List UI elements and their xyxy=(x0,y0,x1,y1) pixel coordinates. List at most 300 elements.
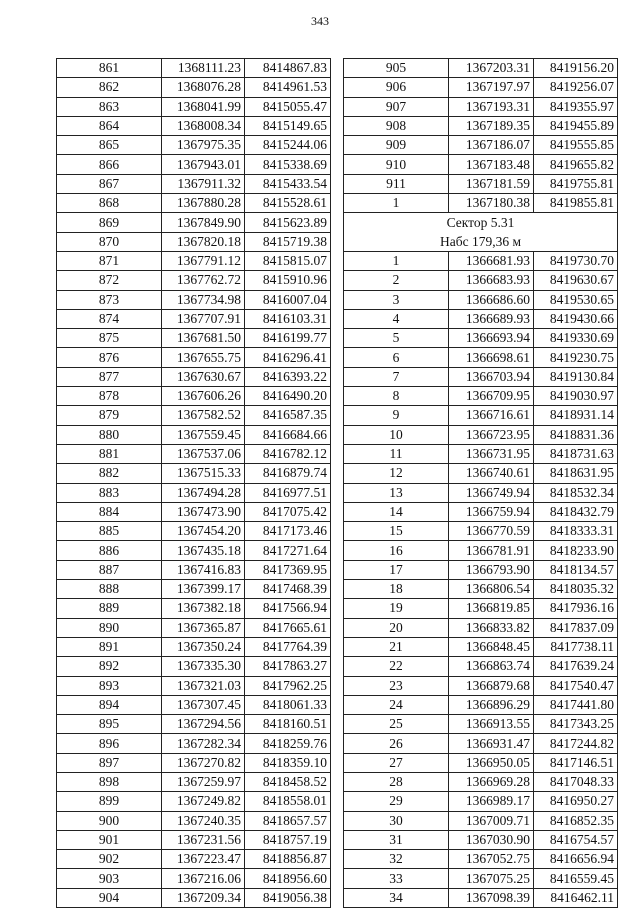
point-number: 886 xyxy=(57,541,162,560)
coord-x: 1367707.91 xyxy=(162,309,245,328)
coord-y: 8415719.38 xyxy=(245,232,331,251)
coord-y: 8417441.80 xyxy=(534,695,618,714)
coord-y: 8417764.39 xyxy=(245,637,331,656)
table-row xyxy=(57,676,331,695)
point-number: 876 xyxy=(57,348,162,367)
point-number: 897 xyxy=(57,753,162,772)
coord-y: 8414961.53 xyxy=(245,78,331,97)
point-number: 23 xyxy=(344,676,449,695)
point-number: 11 xyxy=(344,444,449,463)
coord-y: 8418831.36 xyxy=(534,425,618,444)
sector-title: Сектор 5.31 xyxy=(344,213,618,232)
table-row xyxy=(344,367,618,386)
coord-x: 1367231.56 xyxy=(162,830,245,849)
table-row xyxy=(344,830,618,849)
coord-y: 8419530.65 xyxy=(534,290,618,309)
point-number: 882 xyxy=(57,464,162,483)
coord-y: 8419030.97 xyxy=(534,387,618,406)
point-number: 893 xyxy=(57,676,162,695)
table-row xyxy=(57,483,331,502)
table-row xyxy=(344,348,618,367)
table-row xyxy=(57,387,331,406)
coord-y: 8416587.35 xyxy=(245,406,331,425)
table-row xyxy=(57,695,331,714)
table-row xyxy=(344,772,618,791)
point-number: 911 xyxy=(344,174,449,193)
coord-x: 1367382.18 xyxy=(162,599,245,618)
point-number: 900 xyxy=(57,811,162,830)
coord-x: 1368041.99 xyxy=(162,97,245,116)
coord-x: 1366781.91 xyxy=(449,541,534,560)
coord-y: 8419355.97 xyxy=(534,97,618,116)
coord-x: 1366950.05 xyxy=(449,753,534,772)
coord-y: 8415338.69 xyxy=(245,155,331,174)
point-number: 32 xyxy=(344,850,449,869)
coord-x: 1367350.24 xyxy=(162,637,245,656)
point-number: 15 xyxy=(344,522,449,541)
coord-x: 1367630.67 xyxy=(162,367,245,386)
coord-y: 8419555.85 xyxy=(534,136,618,155)
coord-x: 1366793.90 xyxy=(449,560,534,579)
coord-y: 8418532.34 xyxy=(534,483,618,502)
table-row xyxy=(57,830,331,849)
coord-y: 8417271.64 xyxy=(245,541,331,560)
table-row xyxy=(57,213,331,232)
right-coordinates-table xyxy=(343,58,618,908)
table-row xyxy=(57,715,331,734)
table-row xyxy=(344,464,618,483)
table-row xyxy=(57,329,331,348)
point-number: 902 xyxy=(57,850,162,869)
point-number: 24 xyxy=(344,695,449,714)
coord-y: 8415433.54 xyxy=(245,174,331,193)
coord-x: 1367240.35 xyxy=(162,811,245,830)
table-row xyxy=(344,116,618,135)
table-row xyxy=(57,599,331,618)
coord-x: 1367880.28 xyxy=(162,194,245,213)
coord-y: 8418359.10 xyxy=(245,753,331,772)
coord-x: 1367259.97 xyxy=(162,772,245,791)
coord-x: 1366740.61 xyxy=(449,464,534,483)
table-row xyxy=(344,194,618,213)
point-number: 26 xyxy=(344,734,449,753)
coord-y: 8416296.41 xyxy=(245,348,331,367)
point-number: 899 xyxy=(57,792,162,811)
coord-y: 8417146.51 xyxy=(534,753,618,772)
coord-x: 1366698.61 xyxy=(449,348,534,367)
coord-x: 1366759.94 xyxy=(449,502,534,521)
coord-x: 1367186.07 xyxy=(449,136,534,155)
coord-y: 8415910.96 xyxy=(245,271,331,290)
point-number: 865 xyxy=(57,136,162,155)
coord-y: 8418757.19 xyxy=(245,830,331,849)
coord-y: 8416977.51 xyxy=(245,483,331,502)
coord-y: 8419430.66 xyxy=(534,309,618,328)
point-number: 870 xyxy=(57,232,162,251)
coord-y: 8417075.42 xyxy=(245,502,331,521)
page-number: 343 xyxy=(311,14,329,28)
coord-y: 8417244.82 xyxy=(534,734,618,753)
coord-x: 1367494.28 xyxy=(162,483,245,502)
coord-x: 1367365.87 xyxy=(162,618,245,637)
coord-x: 1367734.98 xyxy=(162,290,245,309)
table-row xyxy=(344,97,618,116)
coord-x: 1367606.26 xyxy=(162,387,245,406)
point-number: 8 xyxy=(344,387,449,406)
coord-x: 1367197.97 xyxy=(449,78,534,97)
left-table-body xyxy=(57,59,331,908)
coord-x: 1366716.61 xyxy=(449,406,534,425)
table-row xyxy=(344,560,618,579)
coord-y: 8417540.47 xyxy=(534,676,618,695)
table-row xyxy=(344,425,618,444)
point-number: 872 xyxy=(57,271,162,290)
table-row xyxy=(344,271,618,290)
point-number: 861 xyxy=(57,59,162,78)
coord-x: 1366819.85 xyxy=(449,599,534,618)
point-number: 7 xyxy=(344,367,449,386)
coord-x: 1367791.12 xyxy=(162,251,245,270)
coord-y: 8417738.11 xyxy=(534,637,618,656)
point-number: 6 xyxy=(344,348,449,367)
point-number: 890 xyxy=(57,618,162,637)
coord-x: 1367537.06 xyxy=(162,444,245,463)
table-row xyxy=(57,560,331,579)
point-number: 4 xyxy=(344,309,449,328)
coord-y: 8419755.81 xyxy=(534,174,618,193)
point-number: 908 xyxy=(344,116,449,135)
coord-x: 1366709.95 xyxy=(449,387,534,406)
table-row xyxy=(57,97,331,116)
coord-y: 8418956.60 xyxy=(245,869,331,888)
table-row xyxy=(344,811,618,830)
point-number: 21 xyxy=(344,637,449,656)
point-number: 910 xyxy=(344,155,449,174)
point-number: 28 xyxy=(344,772,449,791)
coord-x: 1367075.25 xyxy=(449,869,534,888)
coord-y: 8416393.22 xyxy=(245,367,331,386)
point-number: 880 xyxy=(57,425,162,444)
coord-y: 8416490.20 xyxy=(245,387,331,406)
coord-y: 8415623.89 xyxy=(245,213,331,232)
coord-x: 1366806.54 xyxy=(449,580,534,599)
coord-y: 8417048.33 xyxy=(534,772,618,791)
table-row xyxy=(344,888,618,907)
coord-y: 8419130.84 xyxy=(534,367,618,386)
point-number: 875 xyxy=(57,329,162,348)
table-row xyxy=(57,888,331,907)
coord-x: 1367181.59 xyxy=(449,174,534,193)
table-row xyxy=(57,541,331,560)
coord-x: 1367820.18 xyxy=(162,232,245,251)
table-row xyxy=(57,290,331,309)
coord-x: 1366681.93 xyxy=(449,251,534,270)
point-number: 885 xyxy=(57,522,162,541)
table-row xyxy=(57,753,331,772)
coord-y: 8416007.04 xyxy=(245,290,331,309)
point-number: 871 xyxy=(57,251,162,270)
coord-y: 8418160.51 xyxy=(245,715,331,734)
coord-y: 8416782.12 xyxy=(245,444,331,463)
right-table-body-bottom xyxy=(344,251,618,907)
coord-y: 8418134.57 xyxy=(534,560,618,579)
coord-x: 1367009.71 xyxy=(449,811,534,830)
table-row xyxy=(344,290,618,309)
point-number: 878 xyxy=(57,387,162,406)
point-number: 905 xyxy=(344,59,449,78)
table-row xyxy=(344,850,618,869)
point-number: 20 xyxy=(344,618,449,637)
point-number: 868 xyxy=(57,194,162,213)
table-row xyxy=(344,580,618,599)
point-number: 3 xyxy=(344,290,449,309)
table-row xyxy=(57,811,331,830)
table-row xyxy=(57,309,331,328)
coord-x: 1367209.34 xyxy=(162,888,245,907)
table-row xyxy=(57,580,331,599)
table-row xyxy=(344,59,618,78)
coord-x: 1368111.23 xyxy=(162,59,245,78)
coord-x: 1367270.82 xyxy=(162,753,245,772)
coord-y: 8415149.65 xyxy=(245,116,331,135)
table-row xyxy=(57,271,331,290)
table-row xyxy=(344,78,618,97)
point-number: 892 xyxy=(57,657,162,676)
table-row xyxy=(57,772,331,791)
table-row xyxy=(344,734,618,753)
table-row xyxy=(344,637,618,656)
point-number: 869 xyxy=(57,213,162,232)
point-number: 10 xyxy=(344,425,449,444)
coord-x: 1368076.28 xyxy=(162,78,245,97)
table-row xyxy=(57,869,331,888)
coord-y: 8417936.16 xyxy=(534,599,618,618)
table-row xyxy=(344,676,618,695)
point-number: 898 xyxy=(57,772,162,791)
coord-x: 1367416.83 xyxy=(162,560,245,579)
table-row xyxy=(344,387,618,406)
point-number: 901 xyxy=(57,830,162,849)
table-row xyxy=(57,59,331,78)
coord-x: 1367582.52 xyxy=(162,406,245,425)
coord-y: 8417173.46 xyxy=(245,522,331,541)
point-number: 879 xyxy=(57,406,162,425)
coord-y: 8416559.45 xyxy=(534,869,618,888)
point-number: 894 xyxy=(57,695,162,714)
point-number: 29 xyxy=(344,792,449,811)
table-row xyxy=(344,329,618,348)
coord-x: 1367180.38 xyxy=(449,194,534,213)
table-row xyxy=(344,155,618,174)
point-number: 5 xyxy=(344,329,449,348)
point-number: 33 xyxy=(344,869,449,888)
coord-y: 8419655.82 xyxy=(534,155,618,174)
table-row xyxy=(344,483,618,502)
point-number: 31 xyxy=(344,830,449,849)
coord-y: 8419330.69 xyxy=(534,329,618,348)
point-number: 877 xyxy=(57,367,162,386)
coord-y: 8419256.07 xyxy=(534,78,618,97)
coord-y: 8416852.35 xyxy=(534,811,618,830)
coord-y: 8415815.07 xyxy=(245,251,331,270)
point-number: 909 xyxy=(344,136,449,155)
coord-y: 8419630.67 xyxy=(534,271,618,290)
table-row xyxy=(57,116,331,135)
coord-x: 1366833.82 xyxy=(449,618,534,637)
coord-y: 8416656.94 xyxy=(534,850,618,869)
point-number: 30 xyxy=(344,811,449,830)
point-number: 873 xyxy=(57,290,162,309)
point-number: 17 xyxy=(344,560,449,579)
point-number: 25 xyxy=(344,715,449,734)
point-number: 1 xyxy=(344,194,449,213)
coord-y: 8418061.33 xyxy=(245,695,331,714)
table-row xyxy=(344,522,618,541)
coord-x: 1366969.28 xyxy=(449,772,534,791)
coord-y: 8418259.76 xyxy=(245,734,331,753)
coord-x: 1367282.34 xyxy=(162,734,245,753)
table-row xyxy=(57,78,331,97)
point-number: 867 xyxy=(57,174,162,193)
coord-x: 1366989.17 xyxy=(449,792,534,811)
point-number: 907 xyxy=(344,97,449,116)
table-row xyxy=(57,502,331,521)
coord-x: 1367223.47 xyxy=(162,850,245,869)
coord-x: 1367473.90 xyxy=(162,502,245,521)
coord-y: 8414867.83 xyxy=(245,59,331,78)
table-row xyxy=(344,869,618,888)
coord-x: 1366689.93 xyxy=(449,309,534,328)
coord-y: 8416754.57 xyxy=(534,830,618,849)
coord-x: 1367203.31 xyxy=(449,59,534,78)
right-table-body-top xyxy=(344,59,618,213)
point-number: 12 xyxy=(344,464,449,483)
coord-y: 8418458.52 xyxy=(245,772,331,791)
table-row xyxy=(57,155,331,174)
coord-y: 8419156.20 xyxy=(534,59,618,78)
point-number: 895 xyxy=(57,715,162,734)
table-row xyxy=(57,464,331,483)
table-row xyxy=(57,251,331,270)
coord-x: 1367249.82 xyxy=(162,792,245,811)
table-row xyxy=(344,599,618,618)
coord-x: 1367335.30 xyxy=(162,657,245,676)
coord-x: 1367307.45 xyxy=(162,695,245,714)
coord-y: 8416879.74 xyxy=(245,464,331,483)
point-number: 896 xyxy=(57,734,162,753)
coord-x: 1366931.47 xyxy=(449,734,534,753)
table-row xyxy=(57,232,331,251)
point-number: 906 xyxy=(344,78,449,97)
table-row xyxy=(57,657,331,676)
coord-x: 1366686.60 xyxy=(449,290,534,309)
coord-y: 8416684.66 xyxy=(245,425,331,444)
point-number: 2 xyxy=(344,271,449,290)
table-row xyxy=(57,792,331,811)
table-row xyxy=(57,406,331,425)
coord-y: 8417343.25 xyxy=(534,715,618,734)
coord-y: 8419056.38 xyxy=(245,888,331,907)
coord-x: 1367193.31 xyxy=(449,97,534,116)
coord-y: 8419230.75 xyxy=(534,348,618,367)
coord-y: 8416462.11 xyxy=(534,888,618,907)
table-row xyxy=(344,657,618,676)
coord-y: 8415055.47 xyxy=(245,97,331,116)
table-row xyxy=(344,715,618,734)
coord-x: 1367189.35 xyxy=(449,116,534,135)
point-number: 891 xyxy=(57,637,162,656)
table-row xyxy=(344,502,618,521)
coord-x: 1367762.72 xyxy=(162,271,245,290)
coord-y: 8418432.79 xyxy=(534,502,618,521)
table-row xyxy=(344,753,618,772)
coord-x: 1366749.94 xyxy=(449,483,534,502)
point-number: 16 xyxy=(344,541,449,560)
point-number: 866 xyxy=(57,155,162,174)
coord-x: 1367515.33 xyxy=(162,464,245,483)
coord-y: 8418035.32 xyxy=(534,580,618,599)
coord-x: 1367321.03 xyxy=(162,676,245,695)
coord-x: 1366879.68 xyxy=(449,676,534,695)
coord-x: 1366731.95 xyxy=(449,444,534,463)
coord-x: 1366703.94 xyxy=(449,367,534,386)
table-row xyxy=(57,174,331,193)
table-row xyxy=(344,695,618,714)
coord-y: 8416199.77 xyxy=(245,329,331,348)
point-number: 862 xyxy=(57,78,162,97)
table-row xyxy=(344,251,618,270)
coord-y: 8418233.90 xyxy=(534,541,618,560)
coord-y: 8418631.95 xyxy=(534,464,618,483)
coord-y: 8415528.61 xyxy=(245,194,331,213)
table-row xyxy=(344,618,618,637)
coord-x: 1367681.50 xyxy=(162,329,245,348)
coord-x: 1366770.59 xyxy=(449,522,534,541)
point-number: 903 xyxy=(57,869,162,888)
point-number: 27 xyxy=(344,753,449,772)
coord-y: 8417837.09 xyxy=(534,618,618,637)
table-row xyxy=(344,792,618,811)
table-row xyxy=(344,174,618,193)
table-row xyxy=(57,348,331,367)
coord-y: 8417369.95 xyxy=(245,560,331,579)
point-number: 1 xyxy=(344,251,449,270)
point-number: 887 xyxy=(57,560,162,579)
coord-x: 1366848.45 xyxy=(449,637,534,656)
coord-x: 1367183.48 xyxy=(449,155,534,174)
coord-x: 1366723.95 xyxy=(449,425,534,444)
coord-x: 1367943.01 xyxy=(162,155,245,174)
coord-x: 1368008.34 xyxy=(162,116,245,135)
coord-y: 8416950.27 xyxy=(534,792,618,811)
coord-y: 8416103.31 xyxy=(245,309,331,328)
coord-x: 1367655.75 xyxy=(162,348,245,367)
coord-y: 8415244.06 xyxy=(245,136,331,155)
table-row xyxy=(344,444,618,463)
sector-height-row xyxy=(344,232,618,251)
table-row xyxy=(57,618,331,637)
coord-x: 1367294.56 xyxy=(162,715,245,734)
coord-x: 1366693.94 xyxy=(449,329,534,348)
coord-x: 1367975.35 xyxy=(162,136,245,155)
coord-x: 1367098.39 xyxy=(449,888,534,907)
point-number: 14 xyxy=(344,502,449,521)
coord-y: 8419730.70 xyxy=(534,251,618,270)
left-coordinates-table xyxy=(56,58,331,908)
sector-header xyxy=(344,213,618,252)
point-number: 13 xyxy=(344,483,449,502)
table-row xyxy=(344,406,618,425)
